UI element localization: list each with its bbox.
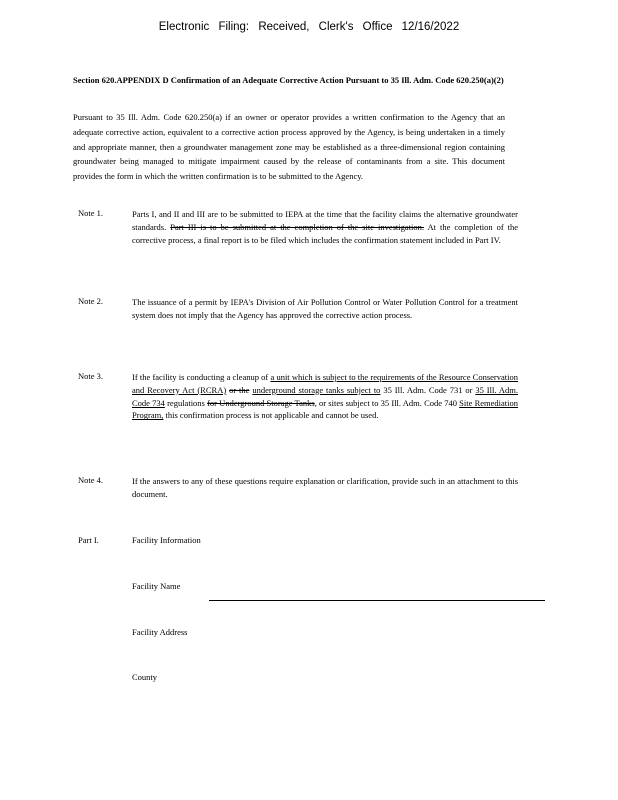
part-label: Part I. (78, 535, 99, 545)
deleted-text: or the (229, 384, 250, 395)
inserted-text: Site Remediation Program, (132, 397, 519, 421)
note-text: , or sites subject to 35 Ill. Adm. Code 740 (314, 397, 457, 408)
note-label: Note 4. (78, 475, 104, 485)
deleted-text: Part III is to be submitted at the completion of the site investigation. (170, 221, 424, 232)
note-text: At the completion of the corrective process, a final report is to be filed which includes the confirmation statement included in Part IV. (132, 221, 519, 245)
intro-paragraph: Pursuant to 35 Ill. Adm. Code 620.250(a) if an owner or operator provides a written confirmation to the Agency that an adequate corrective action, equivalent to a corrective action process approved by the Agency, is being undertaken in a timely and appropriate manner, then a groundwater management zone may be established as a three-dimensional region containing groundwater being managed to mitigate impairment caused by the release of contaminants from a site. This document provides the form in which the written confirmation is to be submitted to the Agency. (73, 112, 505, 182)
note-text: Parts I, and II and III are to be submitted to IEPA at the time that the facility claims the alternative groundwater standards. (132, 209, 518, 232)
deleted-text: for Underground Storage Tanks (207, 397, 315, 408)
facility-name-label: Facility Name (132, 581, 181, 591)
filing-stamp: Electronic Filing: Received, Clerk's Office 12/16/2022 (158, 21, 460, 33)
note-text: 35 Ill. Adm. Code 731 or (383, 384, 473, 395)
note-body (132, 371, 518, 422)
note-body (132, 208, 518, 246)
note-text: If the facility is conducting a cleanup of (132, 372, 269, 382)
note-body: If the answers to any of these questions require explanation or clarification, provide such in an attachment to this document. (132, 476, 518, 499)
facility-address-label: Facility Address (132, 627, 188, 637)
inserted-text: underground storage tanks subject to (252, 384, 381, 395)
note-text: this confirmation process is not applicable and cannot be used. (165, 410, 379, 421)
note-body: The issuance of a permit by IEPA's Division of Air Pollution Control or Water Pollution Control for a treatment system does not imply that the Agency has approved the corrective action process. (132, 297, 518, 320)
note-text: regulations (167, 397, 205, 408)
section-heading: Section 620.APPENDIX D Confirmation of an Adequate Corrective Action Pursuant to 35 Ill. Adm. Code 620.250(a)(2) (73, 75, 504, 85)
county-label: County (132, 672, 158, 682)
note-label: Note 2. (78, 296, 104, 306)
facility-name-field[interactable] (209, 600, 545, 601)
inserted-text: 35 Ill. Adm. Code 734 (132, 384, 519, 408)
note-label: Note 3. (78, 371, 104, 381)
inserted-text: a unit which is subject to the requirements of the Resource Conservation and Recovery Act (RCRA) (132, 372, 518, 395)
note-label: Note 1. (78, 208, 104, 218)
part-title: Facility Information (132, 535, 201, 545)
